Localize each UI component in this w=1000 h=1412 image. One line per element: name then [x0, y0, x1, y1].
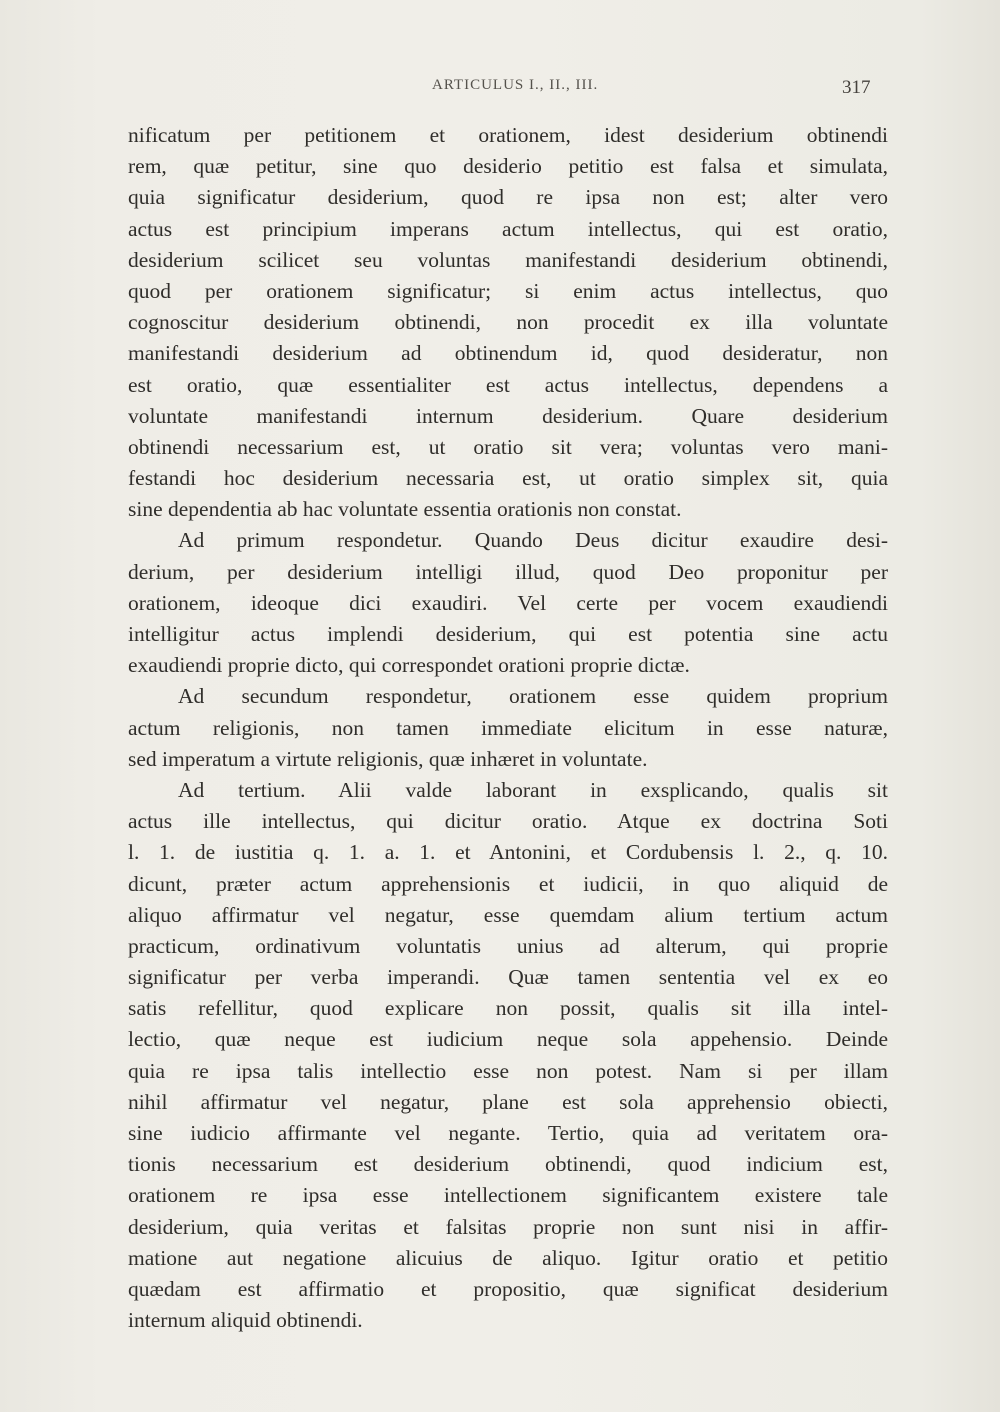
text-line: derium, per desiderium intelligi illud, quod Deo proponitur per [128, 559, 888, 584]
text-line: intelligitur actus implendi desiderium, qui est potentia sine actu [128, 622, 888, 646]
text-line: nihil affirmatur vel negatur, plane est sola apprehensio obiecti, [128, 1089, 888, 1114]
text-line: sine dependentia ab hac voluntate essentia orationis non constat. [128, 497, 682, 522]
text-line: Ad primum respondetur. Quando Deus dicitur exaudire desi- [178, 528, 888, 553]
text-line: practicum, ordinativum voluntatis unius ad alterum, qui proprie [128, 933, 888, 958]
text-line: Ad tertium. Alii valde laborant in exsplicando, qualis sit [178, 777, 888, 802]
text-line: actus est principium imperans actum intellectus, qui est oratio, [128, 216, 888, 241]
text-line: matione aut negatione alicuius de aliquo. Igitur oratio et petitio [128, 1245, 888, 1270]
text-line: festandi hoc desiderium necessaria est, ut oratio simplex sit, quia [128, 466, 888, 491]
text-line: Ad secundum respondetur, orationem esse quidem proprium [178, 684, 888, 709]
text-line: manifestandi desiderium ad obtinendum id, quod desideratur, non [128, 341, 888, 366]
text-line: orationem re ipsa esse intellectionem significantem existere tale [128, 1183, 888, 1208]
text-line: desiderium, quia veritas et falsitas proprie non sunt nisi in affir- [128, 1214, 888, 1239]
text-line: cognoscitur desiderium obtinendi, non procedit ex illa voluntate [128, 310, 888, 335]
text-line: nificatum per petitionem et orationem, idest desiderium obtinendi [128, 123, 888, 147]
text-line: aliquo affirmatur vel negatur, esse quemdam alium tertium actum [128, 902, 888, 927]
text-line: orationem, ideoque dici exaudiri. Vel certe per vocem exaudiendi [128, 590, 888, 615]
text-line: internum aliquid obtinendi. [128, 1308, 363, 1333]
running-head [0, 75, 1000, 105]
text-line: exaudiendi proprie dicto, qui correspondet orationi proprie dictæ. [128, 653, 690, 678]
text-line: obtinendi necessarium est, ut oratio sit vera; voluntas vero mani- [128, 434, 888, 459]
text-line: est oratio, quæ essentialiter est actus intellectus, dependens a [128, 372, 888, 397]
text-line: tionis necessarium est desiderium obtinendi, quod indicium est, [128, 1152, 888, 1177]
text-line: quædam est affirmatio et propositio, quæ significat desiderium [128, 1276, 888, 1301]
text-line: l. 1. de iustitia q. 1. a. 1. et Antonini, et Cordubensis l. 2., q. 10. [128, 840, 888, 865]
text-line: rem, quæ petitur, sine quo desiderio petitio est falsa et simulata, [128, 154, 888, 179]
text-line: actus ille intellectus, qui dicitur oratio. Atque ex doctrina Soti [128, 809, 888, 834]
text-line: voluntate manifestandi internum desiderium. Quare desiderium [128, 403, 888, 428]
body-text [128, 120, 888, 1336]
text-line: sed imperatum a virtute religionis, quæ inhæret in voluntate. [128, 746, 648, 771]
text-line: satis refellitur, quod explicare non possit, qualis sit illa intel- [128, 996, 888, 1021]
running-title: ARTICULUS I., II., III. [432, 77, 599, 93]
text-line: actum religionis, non tamen immediate elicitum in esse naturæ, [128, 715, 888, 740]
text-line: quia re ipsa talis intellectio esse non potest. Nam si per illam [128, 1058, 888, 1083]
text-line: quia significatur desiderium, quod re ipsa non est; alter vero [128, 185, 888, 210]
text-line: quod per orationem significatur; si enim actus intellectus, quo [128, 278, 888, 303]
text-line: dicunt, præter actum apprehensionis et iudicii, in quo aliquid de [128, 871, 888, 896]
text-line: sine iudicio affirmante vel negante. Tertio, quia ad veritatem ora- [128, 1121, 888, 1145]
text-line: significatur per verba imperandi. Quæ tamen sententia vel ex eo [128, 965, 888, 990]
text-line: desiderium scilicet seu voluntas manifestandi desiderium obtinendi, [128, 247, 888, 272]
text-line: lectio, quæ neque est iudicium neque sola appehensio. Deinde [128, 1027, 888, 1052]
page-number: 317 [842, 77, 871, 98]
